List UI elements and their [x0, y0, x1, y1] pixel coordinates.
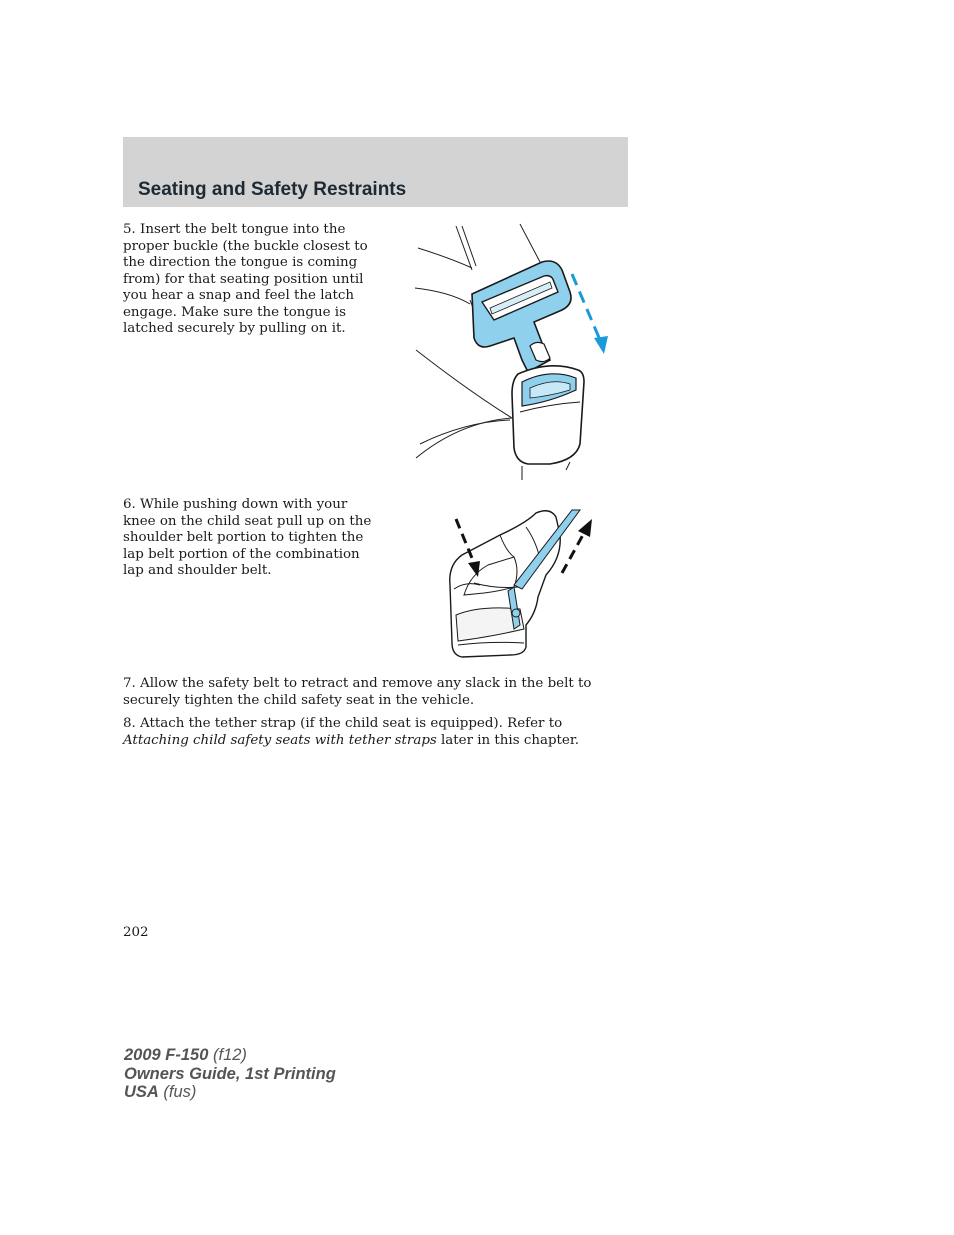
step-8-text — [123, 716, 613, 749]
step-8-reference: Attaching child safety seats with tether straps — [123, 732, 437, 748]
footer-market: USA — [124, 1083, 159, 1101]
footer-edition: Owners Guide, 1st Printing — [124, 1064, 336, 1083]
section-title: Seating and Safety Restraints — [138, 179, 407, 200]
footer-model: 2009 F-150 — [124, 1046, 209, 1064]
step-7-text: 7. Allow the safety belt to retract and remove any slack in the belt to securely tighten the child safety seat in the vehicle. — [123, 676, 592, 708]
step-6-text: 6. While pushing down with your knee on the child seat pull up on the shoulder belt portion to tighten the lap belt portion of the combination lap and shoulder belt. — [123, 497, 372, 578]
footer-imprint — [124, 1046, 336, 1102]
seat-belt-buckle-insert-illustration — [410, 222, 615, 482]
step-8-suffix: later in this chapter. — [436, 732, 580, 748]
step-5-text: 5. Insert the belt tongue into the proper buckle (the buckle closest to the direction the tongue is coming from) for that seating position until you hear a snap and feel the latch engage. Make sure the tongue is latched securely by pulling on it. — [123, 222, 368, 336]
page-number: 202 — [123, 925, 149, 940]
step-8-prefix: 8. Attach the tether strap (if the child seat is equipped). Refer to — [123, 716, 563, 731]
section-header — [123, 137, 628, 207]
footer-model-code: (f12) — [208, 1046, 247, 1064]
footer-market-code: (fus) — [158, 1083, 197, 1101]
child-seat-belt-tighten-illustration — [440, 505, 610, 665]
